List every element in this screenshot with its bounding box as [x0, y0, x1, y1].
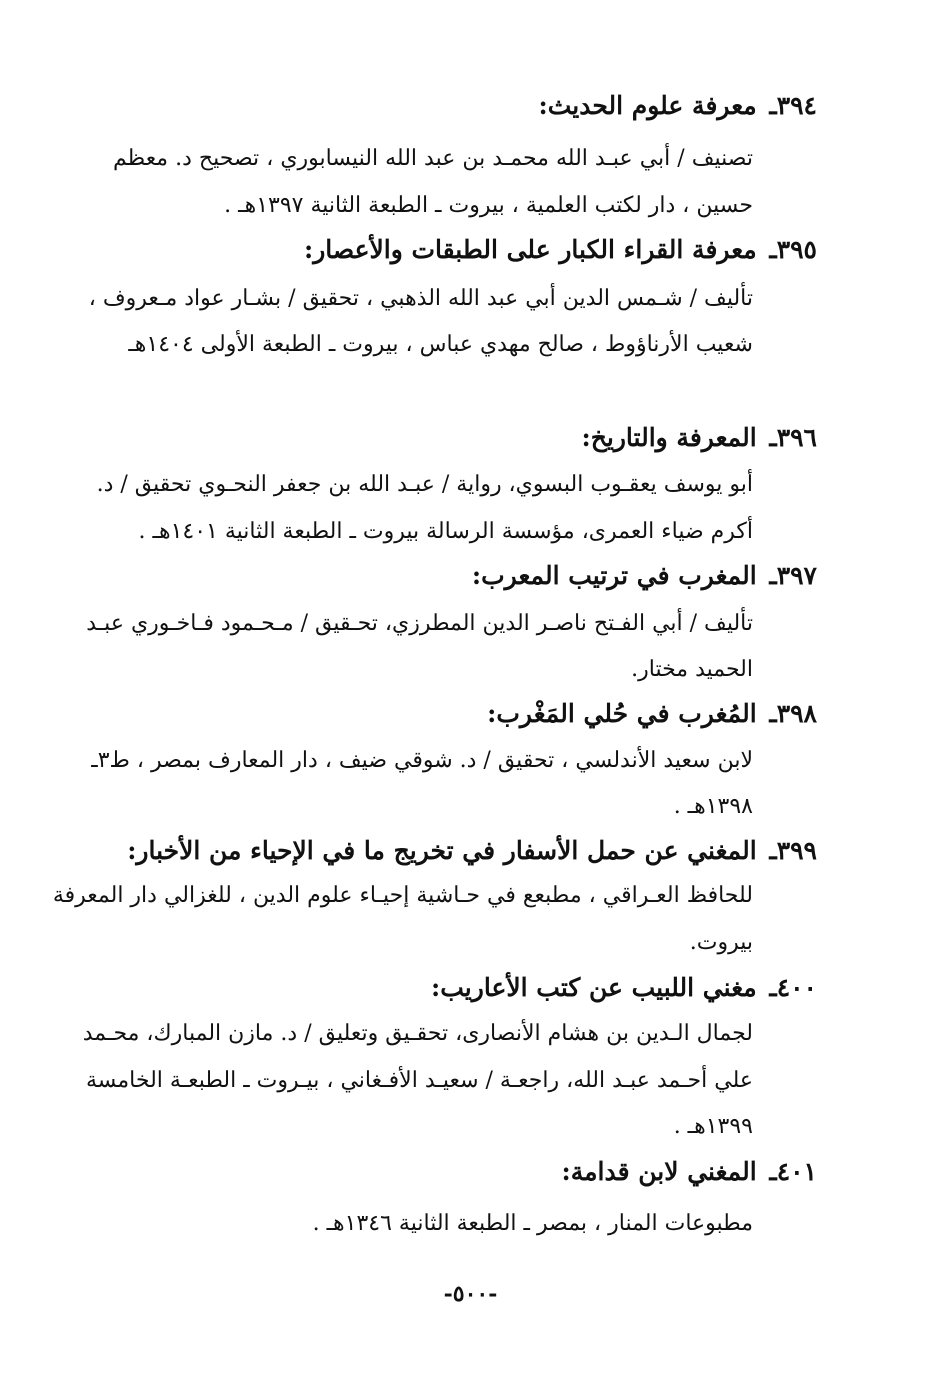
- entry-title: [97, 86, 817, 126]
- entry-number: ٣٩٤ـ: [769, 91, 817, 120]
- entry-title-text: المغني عن حمل الأسفار في تخريج ما في الإحياء من الأخبار:: [127, 836, 757, 865]
- entry-line: تصنيف / أبي عبـد الله محمـد بن عبد الله النيسابوري ، تصحيح د. معظم: [113, 146, 753, 171]
- entry-title: [97, 694, 817, 734]
- entry-number: ٤٠٠ـ: [769, 973, 817, 1002]
- entry-title-text: معرفة القراء الكبار على الطبقات والأعصار:: [303, 235, 757, 264]
- entry-line: علي أحـمد عبـد الله، راجعـة / سعيـد الأفـغاني ، بيـروت ـ الطبعـة الخامسة: [85, 1068, 753, 1093]
- entry-line: حسين ، دار لكتب العلمية ، بيروت ـ الطبعة الثانية ١٣٩٧هـ .: [224, 193, 753, 218]
- entry-title: [97, 230, 817, 270]
- entry-number: ٤٠١ـ: [769, 1157, 817, 1186]
- entry-line: بيروت.: [689, 930, 753, 955]
- entry-title: [97, 418, 817, 458]
- entry-line: شعيب الأرناؤوط ، صالح مهدي عباس ، بيروت ـ الطبعة الأولى ١٤٠٤هـ: [128, 332, 753, 357]
- entry-title: [97, 556, 817, 596]
- entry-line: أكرم ضياء العمرى، مؤسسة الرسالة بيروت ـ الطبعة الثانية ١٤٠١هـ .: [138, 519, 753, 544]
- entry-title-text: المعرفة والتاريخ:: [581, 423, 757, 452]
- entry-number: ٣٩٧ـ: [769, 561, 817, 590]
- entry-line: لابن سعيد الأندلسي ، تحقيق / د. شوقي ضيف ، دار المعارف بمصر ، ط٣ـ: [91, 748, 753, 773]
- entry-number: ٣٩٩ـ: [769, 836, 817, 865]
- entry-number: ٣٩٦ـ: [769, 423, 817, 452]
- entry-line: تأليف / أبي الفـتح ناصـر الدين المطرزي، تحـقيق / مـحـمود فـاخـوري عبـد: [86, 611, 753, 636]
- entry-title-text: المُغرب في حُلي المَغْرب:: [487, 699, 757, 728]
- entry-number: ٣٩٨ـ: [769, 699, 817, 728]
- entry-line: تأليف / شـمس الدين أبي عبد الله الذهبي ، تحقيق / بشـار عواد مـعروف ،: [88, 286, 753, 311]
- entry-title: [97, 1152, 817, 1192]
- entry-line: ١٣٩٩هـ .: [673, 1114, 753, 1139]
- page-number: -٥٠٠-: [443, 1281, 498, 1307]
- entry-title-text: مغني اللبيب عن كتب الأعاريب:: [431, 973, 757, 1002]
- entry-line: لجمال الـدين بن هشام الأنصارى، تحقـيق وتعليق / د. مازن المبارك، محـمد: [82, 1021, 753, 1046]
- entry-title-text: المغرب في ترتيب المعرب:: [471, 561, 757, 590]
- entry-title: [97, 968, 817, 1008]
- entry-line: الحميد مختار.: [631, 657, 753, 682]
- entry-title-text: معرفة علوم الحديث:: [538, 91, 757, 120]
- entry-title-text: المغني لابن قدامة:: [561, 1157, 757, 1186]
- entry-line: أبو يوسف يعقـوب البسوي، رواية / عبـد الله بن جعفر النحـوي تحقيق / د.: [96, 472, 753, 497]
- entry-line: مطبوعات المنار ، بمصر ـ الطبعة الثانية ١٣٤٦هـ .: [312, 1211, 753, 1236]
- entry-line: ١٣٩٨هـ .: [673, 794, 753, 819]
- entry-number: ٣٩٥ـ: [769, 235, 817, 264]
- entry-title: [97, 831, 817, 871]
- entry-line: للحافظ العـراقي ، مطبعع في حـاشية إحيـاء علوم الدين ، للغزالي دار المعرفة: [52, 883, 753, 908]
